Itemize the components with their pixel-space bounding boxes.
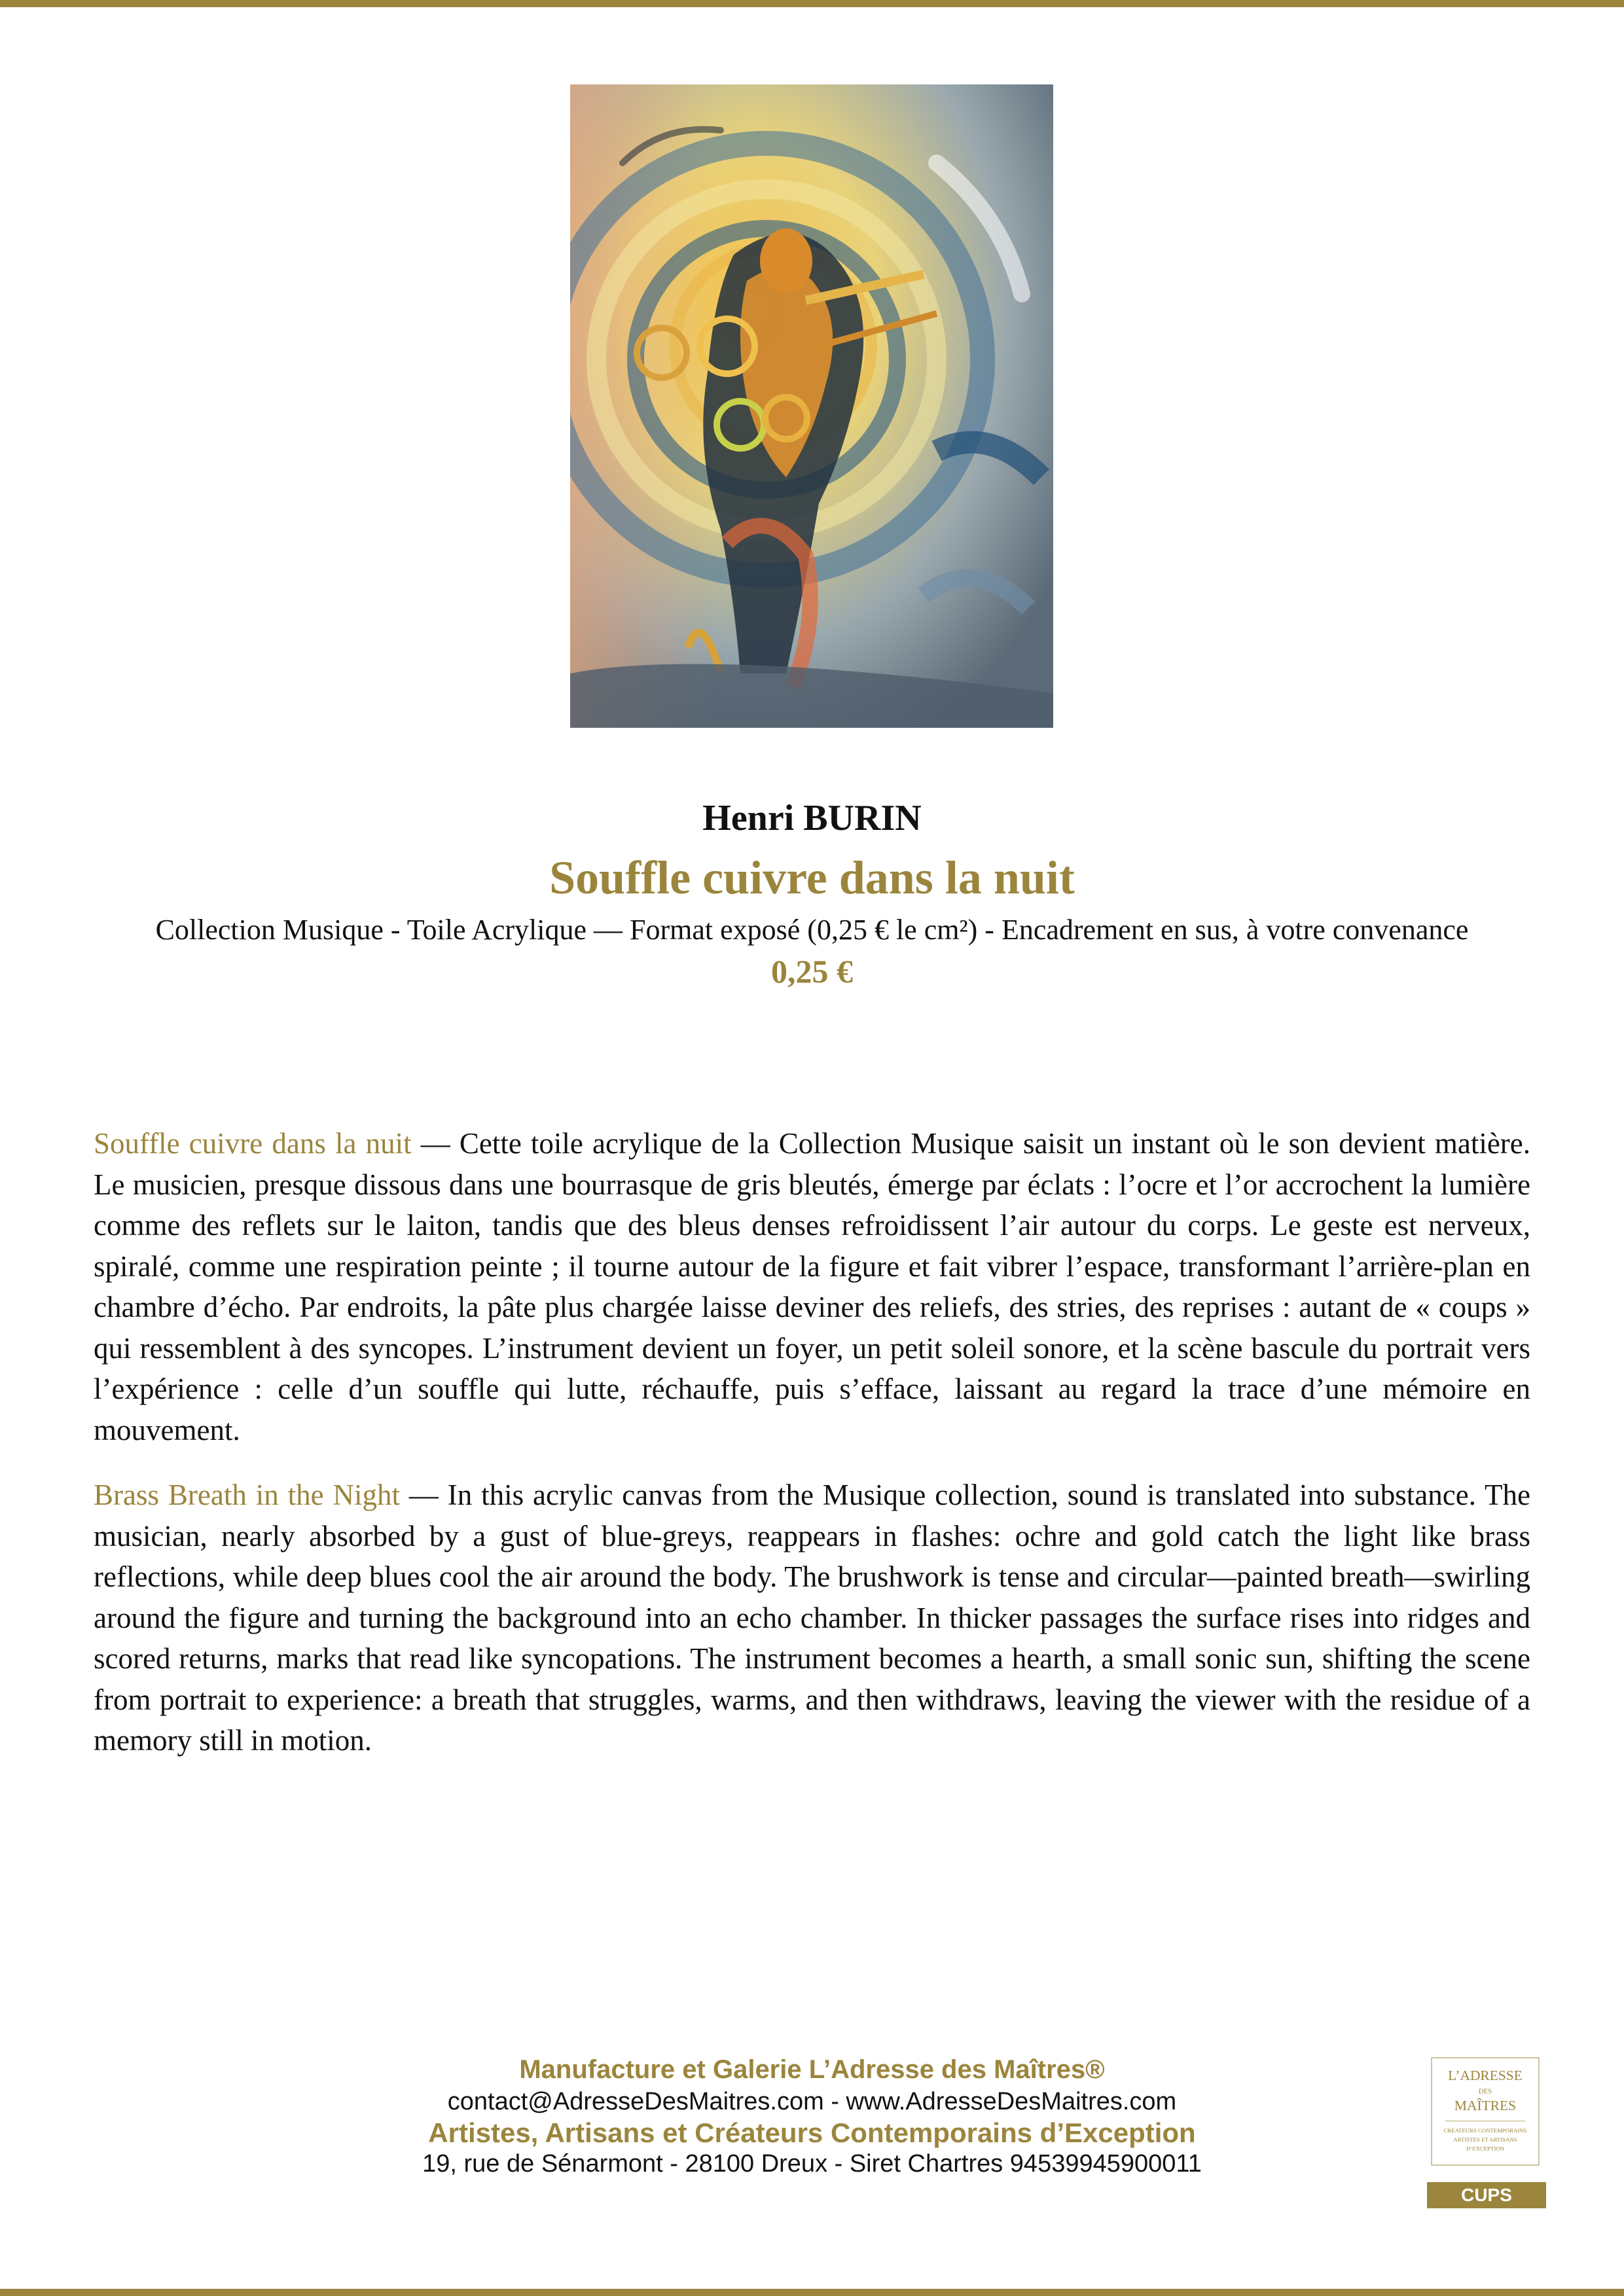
gallery-logo bbox=[1431, 2057, 1540, 2166]
description-french-text: — Cette toile acrylique de la Collection Musique saisit un instant où le son devient matière. Le musicien, presque dissous dans une bourrasque de gris bleutés, émerge par éclats : l’ocre et l’or accrochent la lumière comme des reflets sur le laiton, tandis que des bleus denses refroidissent l’air autour du corps. Le geste est nerveux, spiralé, comme une respiration peinte ; il tourne autour de la figure et fait vibrer l’espace, transformant l’arrière-plan en chambre d’écho. Par endroits, la pâte plus chargée laisse deviner des reliefs, des stries, des reprises : autant de « coups » qui ressemblent à des syncopes. L’instrument devient un foyer, un petit soleil sonore, et la scène bascule du portrait vers l’expérience : celle d’un souffle qui lutte, réchauffe, puis s’efface, laissant au regard la trace d’une mémoire en mouvement. bbox=[94, 1127, 1531, 1446]
artist-name: Henri BURIN bbox=[702, 798, 922, 838]
gallery-logo-mark bbox=[1432, 2058, 1538, 2164]
artwork-title: Souffle cuivre dans la nuit bbox=[549, 852, 1075, 904]
description-french bbox=[94, 1123, 1530, 1450]
logo-line-3: MAÎTRES bbox=[1454, 2098, 1517, 2114]
logo-line-5: ARTISTES ET ARTISANS bbox=[1453, 2136, 1517, 2143]
top-gold-rule bbox=[0, 0, 1624, 7]
logo-line-1: L’ADRESSE bbox=[1448, 2068, 1523, 2084]
artwork-price: 0,25 € bbox=[771, 953, 853, 990]
footer-address: 19, rue de Sénarmont - 28100 Dreux - Siret Chartres 94539945900011 bbox=[422, 2150, 1202, 2178]
footer-tagline: Artistes, Artisans et Créateurs Contemporains d’Exception bbox=[428, 2117, 1196, 2148]
footer-company: Manufacture et Galerie L’Adresse des Maîtres® bbox=[519, 2055, 1105, 2084]
artwork-image bbox=[570, 84, 1053, 728]
painting-illustration bbox=[570, 84, 1053, 728]
bottom-gold-rule bbox=[0, 2289, 1624, 2296]
logo-line-4: CRÉATEURS CONTEMPORAINS bbox=[1443, 2127, 1527, 2134]
artwork-details: Collection Musique - Toile Acrylique — Format exposé (0,25 € le cm²) - Encadrement en sus, à votre convenance bbox=[155, 914, 1469, 946]
description-french-lead: Souffle cuivre dans la nuit bbox=[94, 1127, 412, 1160]
logo-line-2: DES bbox=[1478, 2087, 1492, 2096]
logo-line-6: D’EXCEPTION bbox=[1466, 2145, 1504, 2152]
cups-badge: CUPS bbox=[1427, 2182, 1546, 2208]
description-english-text: — In this acrylic canvas from the Musique collection, sound is translated into substance. The musician, nearly absorbed by a gust of blue-greys, reappears in flashes: ochre and gold catch the light like brass reflections, while deep blues cool the air around the body. The brushwork is tense and circular—painted breath—swirling around the figure and turning the background into an echo chamber. In thicker passages the surface rises into ridges and scored returns, marks that read like syncopations. The instrument becomes a hearth, a small sonic sun, shifting the scene from portrait to experience: a breath that struggles, warms, and then withdraws, leaving the viewer with the residue of a memory still in motion. bbox=[94, 1479, 1530, 1757]
description-english-lead: Brass Breath in the Night bbox=[94, 1479, 400, 1511]
description-english bbox=[94, 1475, 1530, 1761]
footer-contact: contact@AdresseDesMaitres.com - www.AdresseDesMaitres.com bbox=[447, 2088, 1177, 2115]
